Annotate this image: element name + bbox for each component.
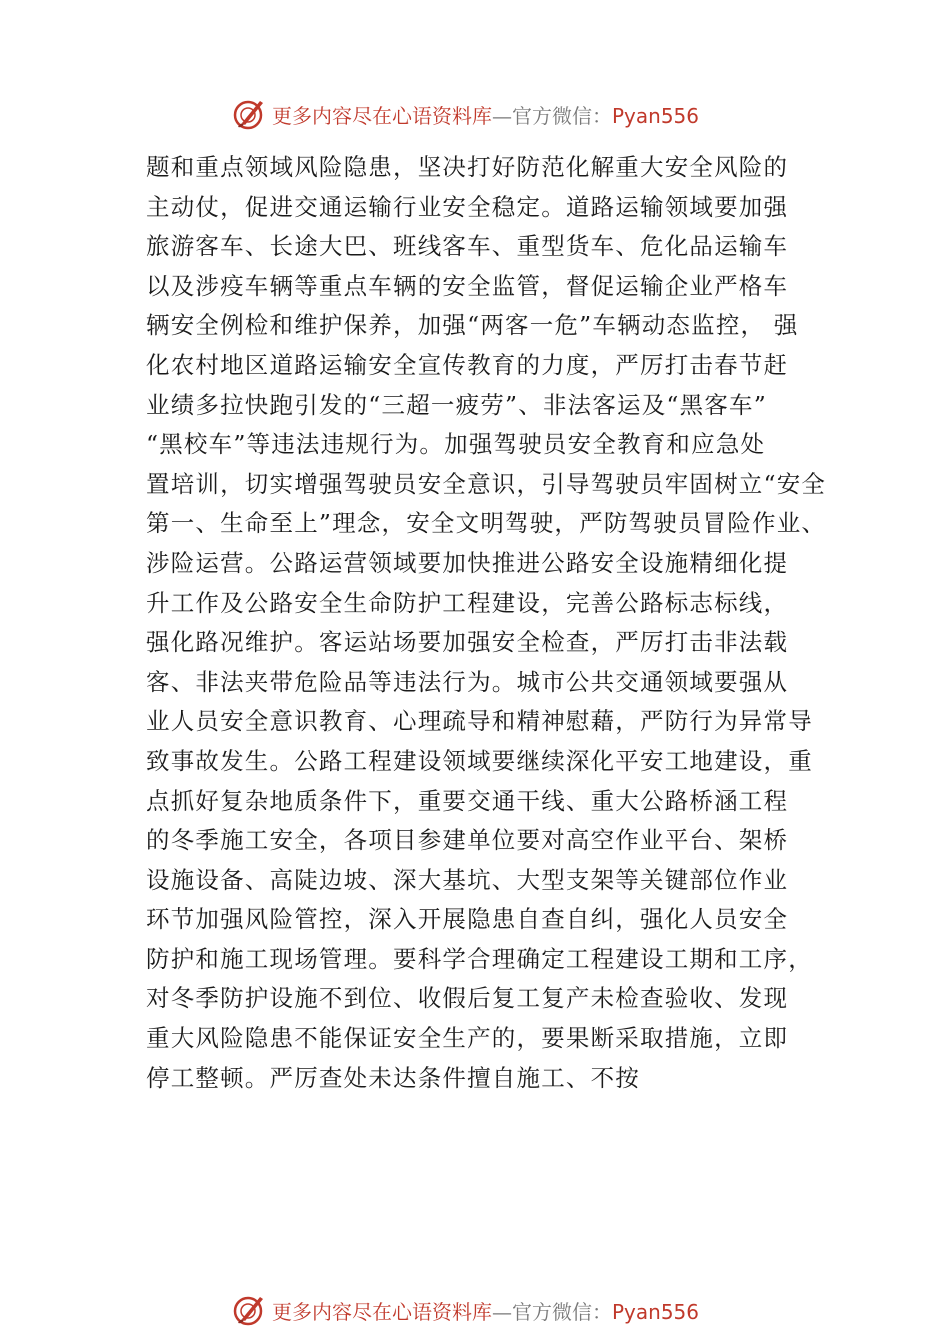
- body-line: 置培训，切实增强驾驶员安全意识，引导驾驶员牢固树立“安全: [146, 469, 827, 498]
- header-wechat-label: —官方微信：: [492, 103, 612, 128]
- body-line: 升工作及公路安全生命防护工程建设，完善公路标志标线，: [146, 588, 789, 617]
- brush-logo-icon: [232, 1293, 266, 1327]
- header-wechat-id: Pyan556: [612, 103, 700, 128]
- brush-logo-icon: [232, 97, 266, 131]
- document-body: [146, 148, 836, 1098]
- body-line: 的冬季施工安全，各项目参建单位要对高空作业平台、架桥: [146, 826, 789, 855]
- body-line: 主动仗，促进交通运输行业安全稳定。道路运输领域要加强: [146, 192, 789, 221]
- footer-banner: [232, 1290, 752, 1330]
- body-line: 客、非法夹带危险品等违法行为。城市公共交通领域要强从: [146, 667, 789, 696]
- body-line: 设施设备、高陡边坡、深大基坑、大型支架等关键部位作业: [146, 865, 789, 894]
- footer-wechat-id: Pyan556: [612, 1299, 700, 1324]
- body-line: 环节加强风险管控，深入开展隐患自查自纠，强化人员安全: [146, 905, 789, 934]
- footer-title: 更多内容尽在心语资料库: [272, 1299, 492, 1324]
- body-line: 以及涉疫车辆等重点车辆的安全监管，督促运输企业严格车: [146, 271, 789, 300]
- body-line: 停工整顿。严厉查处未达条件擅自施工、不按: [146, 1063, 640, 1092]
- footer-wechat-label: —官方微信：: [492, 1299, 612, 1324]
- header-title: 更多内容尽在心语资料库: [272, 103, 492, 128]
- header-text: [272, 100, 699, 129]
- body-line: “黑校车”等违法违规行为。加强驾驶员安全教育和应急处: [146, 430, 766, 459]
- body-line: 对冬季防护设施不到位、收假后复工复产未检查验收、发现: [146, 984, 789, 1013]
- body-line: 业人员安全意识教育、心理疏导和精神慰藉，严防行为异常导: [146, 707, 813, 736]
- body-line: 防护和施工现场管理。要科学合理确定工程建设工期和工序，: [146, 944, 813, 973]
- body-line: 辆安全例检和维护保养，加强“两客一危”车辆动态监控， 强: [146, 311, 799, 340]
- body-line: 致事故发生。公路工程建设领域要继续深化平安工地建设，重: [146, 746, 813, 775]
- body-line: 旅游客车、长途大巴、班线客车、重型货车、危化品运输车: [146, 232, 789, 261]
- body-line: 涉险运营。公路运营领域要加快推进公路安全设施精细化提: [146, 548, 789, 577]
- body-line: 题和重点领域风险隐患，坚决打好防范化解重大安全风险的: [146, 153, 789, 181]
- footer-text: [272, 1296, 699, 1325]
- body-line: 第一、生命至上”理念，安全文明驾驶，严防驾驶员冒险作业、: [146, 509, 827, 538]
- body-line: 业绩多拉快跑引发的“三超一疲劳”、非法客运及“黑客车”: [146, 390, 767, 419]
- body-line: 强化路况维护。客运站场要加强安全检查，严厉打击非法载: [146, 628, 789, 657]
- body-line: 重大风险隐患不能保证安全生产的，要果断采取措施，立即: [146, 1024, 789, 1053]
- body-line: 化农村地区道路运输安全宣传教育的力度，严厉打击春节赶: [146, 350, 789, 379]
- header-banner: [232, 94, 752, 134]
- body-line: 点抓好复杂地质条件下，重要交通干线、重大公路桥涵工程: [146, 786, 789, 815]
